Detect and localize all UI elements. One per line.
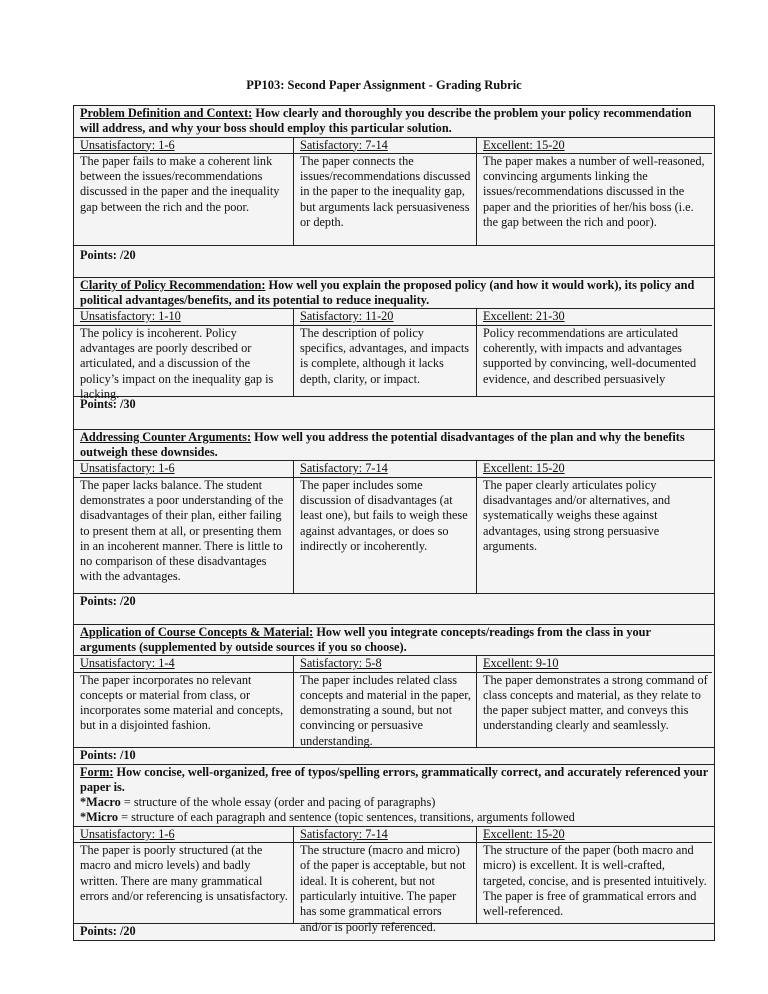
level-label: Excellent: 15-20 [477,138,712,154]
points-field: Points: /20 [74,593,714,609]
level-description: The paper lacks balance. The student demonstrates a poor understanding of the disadvantages of their plan, either failing to present them at all, or presenting them in an incoherent manner. There is little to no comparison of these disadvantages with the advantages. [80,477,284,584]
level-excellent [477,656,712,747]
level-label: Unsatisfactory: 1-6 [74,138,293,154]
section-heading [74,625,714,657]
points-field: Points: /10 [74,747,714,763]
section-heading-text: How clearly and thoroughly you describe the problem your policy recommendation will address, and why your boss should employ this particular solution. [80,106,692,136]
level-label: Unsatisfactory: 1-6 [74,827,293,843]
level-description: The paper is poorly structured (at the macro and micro levels) and badly written. There are many grammatical errors and/or referencing is unsatisfactory. [80,843,288,903]
level-description: The structure (macro and micro) of the paper is acceptable, but not ideal. It is coherent, but not particularly intuitive. The paper has some grammatical errors and/or is poorly referenced. [300,843,466,934]
level-label: Satisfactory: 7-14 [294,827,476,843]
level-description: The paper includes related class concepts and material in the paper, demonstrating a sound, but not convincing or persuasive understanding. [300,672,471,748]
level-label: Satisfactory: 5-8 [294,656,476,672]
level-description: The paper includes some discussion of disadvantages (at least one), but fails to weigh these against advantages, or does so indirectly or incoherently. [300,477,468,553]
points-field: Points: /30 [74,396,714,412]
form-heading-block [74,765,714,827]
level-satisfactory [293,826,477,934]
level-description: The paper makes a number of well-reasoned, convincing arguments linking the issues/recommendations discussed in the paper and the priorities of her/his boss (i.e. the gap between the rich and poor). [483,153,705,230]
level-label: Satisfactory: 7-14 [294,461,476,477]
level-satisfactory [293,309,477,396]
level-excellent [477,461,712,593]
section-spacer [74,610,714,624]
level-description: The paper fails to make a coherent link between the issues/recommendations discussed in the paper and the inequality gap between the rich and the poor. [80,153,280,214]
level-columns [74,138,714,245]
level-excellent [477,309,712,396]
level-excellent [477,138,712,245]
level-unsatisfactory [74,461,293,593]
form-note-macro [74,795,714,810]
note-definition: = structure of the whole essay (order and pacing of paragraphs) [120,795,436,810]
rubric-section-course-concepts [74,624,714,764]
level-satisfactory [293,656,477,747]
section-heading-label: Problem Definition and Context: [80,106,253,120]
level-description: The policy is incoherent. Policy advantages are poorly described or articulated, and a discussion of the policy’s impact on the inequality gap is lacking. [80,325,274,401]
section-spacer [74,413,714,429]
level-columns [74,656,714,747]
section-spacer [74,266,714,277]
level-satisfactory [293,461,477,593]
level-unsatisfactory [74,827,293,923]
note-term: *Micro [80,810,119,825]
section-heading-label: Addressing Counter Arguments: [80,429,252,444]
note-term: *Macro [80,795,121,810]
level-unsatisfactory [74,138,293,245]
level-columns [74,309,714,401]
rubric-table [73,105,715,941]
level-label: Excellent: 21-30 [477,309,712,325]
level-satisfactory [293,138,477,245]
level-description: The structure of the paper (both macro and micro) is excellent. It is well-crafted, targeted, concise, and is presented intuitively. The paper is free of grammatical errors and well-referenced. [483,843,707,919]
section-heading [74,106,714,138]
section-heading-text: How well you address the potential disadvantages of the plan and why the benefits outweigh these downsides. [80,429,685,460]
level-description: The paper demonstrates a strong command of class concepts and material, as they relate to the paper subject matter, and conveys this understanding clearly and seamlessly. [483,672,708,733]
level-label: Unsatisfactory: 1-4 [74,656,293,672]
level-label: Unsatisfactory: 1-10 [74,309,293,325]
level-label: Unsatisfactory: 1-6 [74,461,293,477]
level-columns [74,461,714,593]
level-description: The paper incorporates no relevant concepts or material from class, or incorporates some material and concepts, but in a disjointed fashion. [80,672,284,733]
section-heading-label: Clarity of Policy Recommendation: [80,277,266,292]
form-note-micro [74,810,714,825]
section-heading [74,278,714,310]
section-heading-text: How well you integrate concepts/readings from the class in your arguments (supplemented by outside sources if you so choose). [80,624,651,654]
page-title: PP103: Second Paper Assignment - Grading Rubric [246,78,522,92]
rubric-section-counter-arguments [74,429,714,624]
level-label: Satisfactory: 7-14 [294,138,476,154]
rubric-section-problem-definition [74,106,714,277]
rubric-section-policy-clarity [74,277,714,429]
section-heading-label: Form: [80,764,114,779]
level-description: The paper connects the issues/recommendations discussed in the paper to the inequality gap, but arguments lack persuasiveness or depth. [300,153,471,230]
section-heading-label: Application of Course Concepts & Material: [80,624,314,639]
note-definition: = structure of each paragraph and sentence (topic sentences, transitions, arguments followed [118,810,575,825]
level-description: Policy recommendations are articulated coherently, with impacts and advantages supported by convincing, well-documented evidence, and described persuasively [483,325,697,386]
level-excellent [477,827,712,923]
level-label: Excellent: 15-20 [477,827,712,843]
level-unsatisfactory [74,309,293,401]
rubric-section-form [74,764,714,940]
level-description: The paper clearly articulates policy disadvantages and/or alternatives, and systematically weighs these against advantages, using strong persuasive arguments. [483,477,671,553]
section-heading-text: How concise, well-organized, free of typos/spelling errors, grammatically correct, and accurately referenced your paper is. [80,764,709,794]
points-field: Points: /20 [74,245,714,266]
level-label: Excellent: 15-20 [477,461,712,477]
section-heading [74,765,714,796]
level-label: Excellent: 9-10 [477,656,712,672]
level-description: The description of policy specifics, advantages, and impacts is complete, although it lacks depth, clarity, or impact. [300,325,470,386]
points-field: Points: /20 [74,923,714,940]
level-unsatisfactory [74,656,293,747]
section-heading [74,430,714,462]
section-heading-text: How well you explain the proposed policy (and how it would work), its policy and political advantages/benefits, and its potential to reduce inequality. [80,277,695,308]
level-label: Satisfactory: 11-20 [294,309,476,325]
